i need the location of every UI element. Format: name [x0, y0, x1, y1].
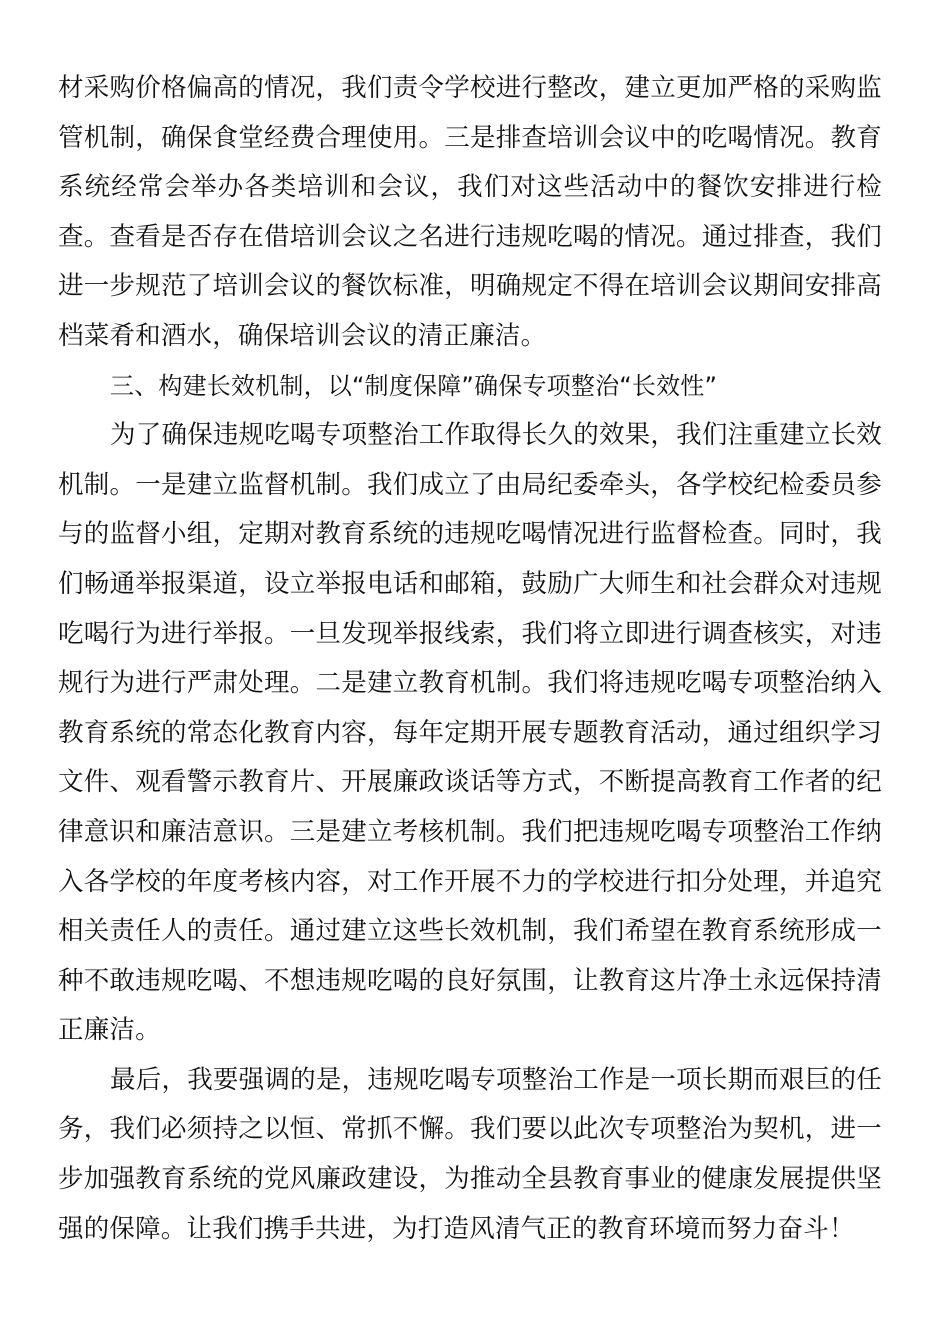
paragraph-continuation: 材采购价格偏高的情况，我们责令学校进行整改，建立更加严格的采购监管机制，确保食堂经费合理使用。三是排查培训会议中的吃喝情况。教育系统经常会举办各类培训和会议，我们对这些活动中的餐饮安排进行检查。查看是否存在借培训会议之名进行违规吃喝的情况。通过排查，我们进一步规范了培训会议的餐饮标准，明确规定不得在培训会议期间安排高档菜肴和酒水，确保培训会议的清正廉洁。 [58, 73, 882, 351]
paragraph-conclusion: 最后，我要强调的是，违规吃喝专项整治工作是一项长期而艰巨的任务，我们必须持之以恒、常抓不懈。我们要以此次专项整治为契机，进一步加强教育系统的党风廉政建设，为推动全县教育事业的健康发展提供坚强的保障。让我们携手共进，为打造风清气正的教育环境而努力奋斗！ [58, 1064, 882, 1244]
paragraph-long-term-mechanism: 为了确保违规吃喝专项整治工作取得长久的效果，我们注重建立长效机制。一是建立监督机制。我们成立了由局纪委牵头，各学校纪检委员参与的监督小组，定期对教育系统的违规吃喝情况进行监督检查。同时，我们畅通举报渠道，设立举报电话和邮箱，鼓励广大师生和社会群众对违规吃喝行为进行举报。一旦发现举报线索，我们将立即进行调查核实，对违规行为进行严肃处理。二是建立教育机制。我们将违规吃喝专项整治纳入教育系统的常态化教育内容，每年定期开展专题教育活动，通过组织学习文件、观看警示教育片、开展廉政谈话等方式，不断提高教育工作者的纪律意识和廉洁意识。三是建立考核机制。我们把违规吃喝专项整治工作纳入各学校的年度考核内容，对工作开展不力的学校进行扣分处理，并追究相关责任人的责任。通过建立这些长效机制，我们希望在教育系统形成一种不敢违规吃喝、不想违规吃喝的良好氛围，让教育这片净土永远保持清正廉洁。 [58, 420, 882, 1046]
document-page [58, 64, 882, 1254]
section-heading-3: 三、构建长效机制，以“制度保障”确保专项整治“长效性” [110, 371, 718, 400]
